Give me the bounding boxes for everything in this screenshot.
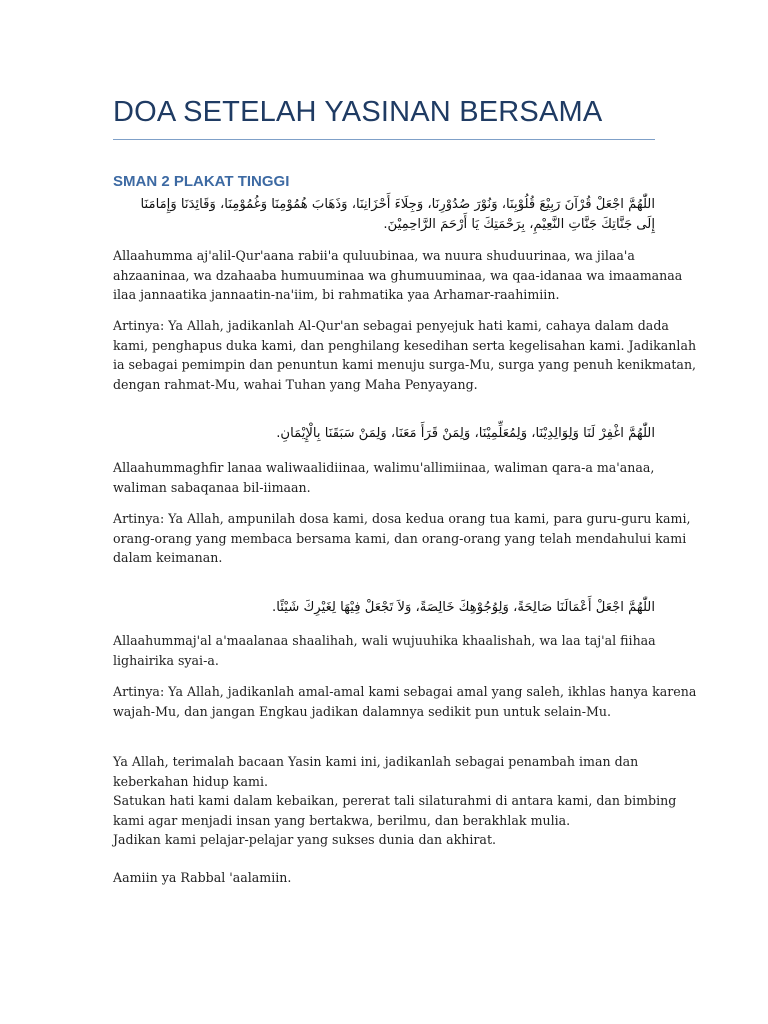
doa2-translation-line: dalam keimanan. xyxy=(113,550,223,565)
school-subtitle: SMAN 2 PLAKAT TINGGI xyxy=(113,173,290,190)
doa1-arabic xyxy=(113,195,655,235)
doa2-translation-line: Artinya: Ya Allah, ampunilah dosa kami, dosa kedua orang tua kami, para guru-guru kami, xyxy=(113,511,691,526)
closing-line: keberkahan hidup kami. xyxy=(113,773,268,789)
doa1-translation-line: Artinya: Ya Allah, jadikanlah Al-Qur'an sebagai penyejuk hati kami, cahaya dalam dada xyxy=(113,318,669,333)
doa3-arabic xyxy=(113,598,655,618)
doa1-translation-line: ia sebagai pemimpin dan penuntun kami menuju surga-Mu, surga yang penuh kenikmatan, xyxy=(113,357,697,372)
doa3-arabic-line: اللّٰهُمَّ اجْعَلْ أَعْمَالَنَا صَالِحَةً، وَلِوُجُوْهِكَ خَالِصَةً، وَلاَ تَجْعَلْ فِيْهَا لِغَيْرِكَ شَيْئًا. xyxy=(272,600,655,615)
doa2-translation xyxy=(113,509,691,568)
doa3-latin-line: Allaahummaj'al a'maalanaa shaalihah, wali wujuuhika khaalishah, wa laa taj'al fiihaa xyxy=(113,633,656,648)
doa1-latin-line: ahzaaninaa, wa dzahaaba humuuminaa wa ghumuuminaa, wa qaa-idanaa wa imaamanaa xyxy=(113,267,683,283)
doa2-arabic xyxy=(113,424,655,444)
doa1-translation-line: dengan rahmat-Mu, wahai Tuhan yang Maha Penyayang. xyxy=(113,376,478,392)
doa1-arabic-line: اللّٰهُمَّ اجْعَلْ قُرْآنَ رَبِيْعَ قُلُوْبِنَا، وَنُوْرَ صُدُوْرِنَا، وَجِلَاءَ أَحْزَانِنَا، وَذَهَابَ هُمُوْمِنَا وَغُمُوْمِنَا، وَقَائِدَنَا وَإِمَامَنَا xyxy=(140,197,655,212)
doa1-latin xyxy=(113,246,683,305)
doa3-translation-line: wajah-Mu, dan jangan Engkau jadikan dalamnya sedikit pun untuk selain-Mu. xyxy=(113,703,612,719)
doa2-translation-line: orang-orang yang membaca bersama kami, dan orang-orang yang telah mendahului kami xyxy=(113,530,687,546)
doa3-translation-line: Artinya: Ya Allah, jadikanlah amal-amal kami sebagai amal yang saleh, ikhlas hanya karena xyxy=(113,684,697,699)
doa3-latin-line: lighairika syai-a. xyxy=(113,652,219,668)
closing-line: Jadikan kami pelajar-pelajar yang sukses dunia dan akhirat. xyxy=(113,832,497,847)
closing-line: kami agar menjadi insan yang bertakwa, berilmu, dan berakhlak mulia. xyxy=(113,812,571,828)
doa1-translation-line: kami, penghapus duka kami, dan penghilang kesedihan serta kegelisahan kami. Jadikanlah xyxy=(113,337,697,353)
doa1-arabic-line: إِلَى جَنَّاتِكَ جَنَّاتِ النَّعِيْمِ، بِرَحْمَتِكَ يَا أَرْحَمَ الرَّاحِمِيْنَ. xyxy=(383,217,655,232)
doa3-translation xyxy=(113,682,697,721)
closing-line: Satukan hati kami dalam kebaikan, pererat tali silaturahmi di antara kami, dan bimbing xyxy=(113,793,677,808)
doa2-latin-line: waliman sabaqanaa bil-iimaan. xyxy=(113,479,311,495)
document-title: DOA SETELAH YASINAN BERSAMA xyxy=(113,96,603,128)
doa2-arabic-line: اللّٰهُمَّ اغْفِرْ لَنَا وَلِوَالِدِيْنَا، وَلِمُعَلِّمِيْنَا، وَلِمَنْ قَرَأَ مَعَنَا، وَلِمَنْ سَبَقَنَا بِالْإِيْمَانِ. xyxy=(276,426,655,441)
closing-prayer xyxy=(113,752,677,850)
title-divider xyxy=(113,139,655,140)
doa3-latin xyxy=(113,631,655,670)
closing-line: Ya Allah, terimalah bacaan Yasin kami ini, jadikanlah sebagai penambah iman dan xyxy=(113,754,639,769)
doa1-latin-line: ilaa jannaatika jannaatin-na'iim, bi rahmatika yaa Arhamar-raahimiin. xyxy=(113,287,560,302)
amin-line: Aamiin ya Rabbal 'aalamiin. xyxy=(113,870,292,885)
doa1-latin-line: Allaahumma aj'alil-Qur'aana rabii'a quluubinaa, wa nuura shuduurinaa, wa jilaa'a xyxy=(113,248,635,263)
doa2-latin xyxy=(113,458,655,497)
doa1-translation xyxy=(113,316,697,394)
closing-amin xyxy=(113,868,655,888)
doa2-latin-line: Allaahummaghfir lanaa waliwaalidiinaa, walimu'allimiinaa, waliman qara-a ma'anaa, xyxy=(113,460,655,475)
